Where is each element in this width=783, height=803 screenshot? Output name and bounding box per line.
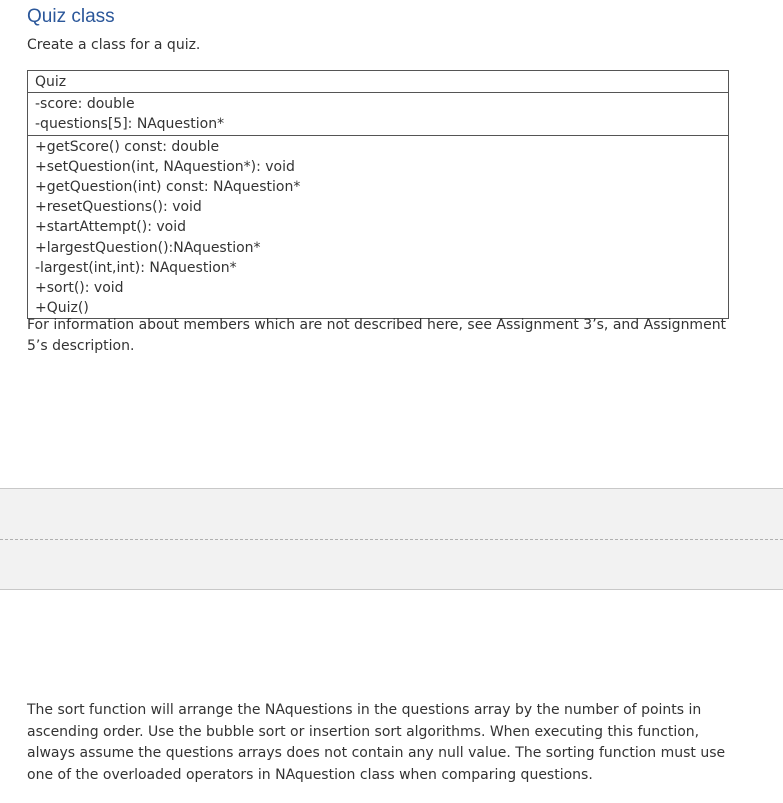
dashed-divider — [0, 539, 783, 540]
uml-method-largest: -largest(int,int): NAquestion* — [35, 259, 237, 276]
page-title: Quiz class — [27, 6, 115, 27]
uml-method-set-question: +setQuestion(int, NAquestion*): void — [35, 158, 295, 175]
uml-method-sort: +sort(): void — [35, 279, 124, 296]
uml-class-diagram — [27, 70, 729, 319]
uml-method-reset-questions: +resetQuestions(): void — [35, 199, 202, 216]
uml-attributes-section — [28, 92, 728, 134]
sort-description: The sort function will arrange the NAquestions in the questions array by the number of points in ascending order. Use the bubble sort or insertion sort algorithms. When executing this function, always assume the questions arrays does not contain any null value. The sorting function must use one of the overloaded operators in NAquestion class when comparing questions. — [27, 702, 726, 783]
intro-text: Create a class for a quiz. — [27, 37, 201, 53]
separator-band — [0, 488, 783, 590]
uml-attribute-score: -score: double — [35, 96, 135, 113]
info-text: For information about members which are not described here, see Assignment 3’s, and Assignment 5’s description. — [27, 317, 727, 354]
uml-attribute-questions: -questions[5]: NAquestion* — [35, 116, 225, 133]
uml-method-largest-question: +largestQuestion():NAquestion* — [35, 239, 261, 256]
uml-methods-section — [28, 135, 728, 319]
uml-method-start-attempt: +startAttempt(): void — [35, 219, 186, 236]
uml-class-name: Quiz — [35, 74, 67, 90]
uml-method-constructor: +Quiz() — [35, 300, 89, 317]
uml-method-get-question: +getQuestion(int) const: NAquestion* — [35, 178, 301, 195]
uml-method-get-score: +getScore() const: double — [35, 138, 220, 155]
uml-class-name-section — [28, 71, 728, 92]
